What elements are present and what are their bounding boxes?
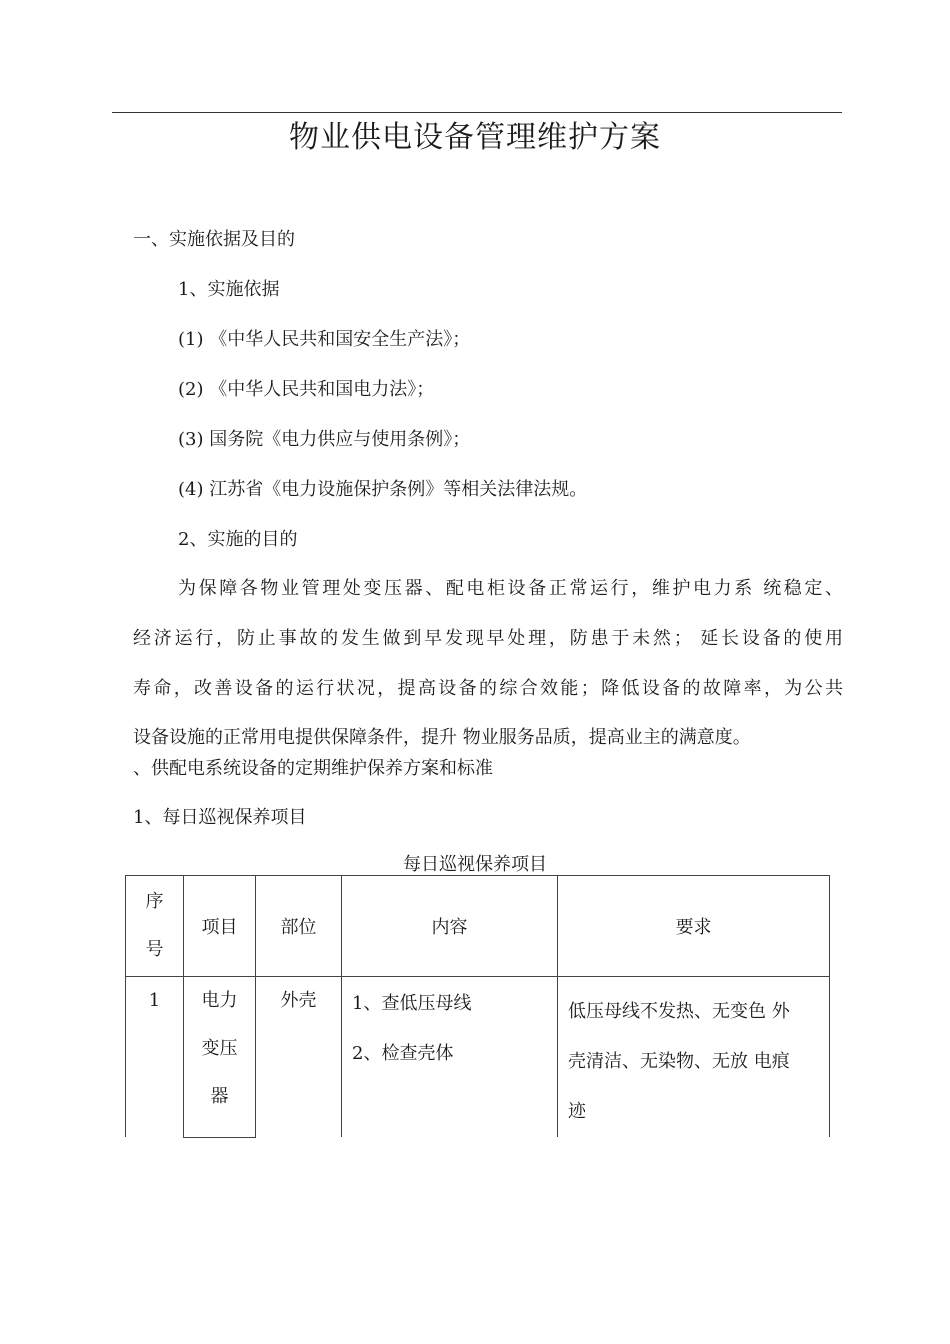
seq-value: 1	[148, 990, 161, 1011]
location-value: 外壳	[280, 990, 317, 1011]
cell-requirement	[558, 977, 830, 1138]
section-heading-basis: 一、实施依据及目的	[133, 229, 295, 250]
subheading-basis: 1、实施依据	[178, 279, 280, 300]
table-caption: 每日巡视保养项目	[403, 854, 547, 875]
content-line: 1、查低压母线	[352, 993, 472, 1014]
subheading-purpose: 2、实施的目的	[178, 529, 298, 550]
basis-item: (1) 《中华人民共和国安全生产法》；	[178, 329, 471, 350]
header-seq-line: 序	[145, 891, 164, 912]
purpose-line: 寿命，改善设备的运行状况，提高设备的综合效能；降低设备的故障率，为公共	[133, 678, 843, 699]
purpose-line: 经济运行，防止事故的发生做到早发现早处理，防患于未然； 延长设备的使用	[133, 628, 843, 649]
requirement-line: 壳清洁、无染物、无放 电痕	[568, 1051, 790, 1072]
requirement-line: 低压母线不发热、无变色 外	[568, 1001, 790, 1022]
item-line: 变压	[201, 1038, 238, 1059]
requirement-line: 迹	[568, 1101, 586, 1122]
header-item: 项目	[184, 876, 256, 977]
top-rule	[112, 112, 842, 113]
maintenance-table	[125, 875, 830, 1138]
cell-seq	[126, 977, 184, 1138]
basis-item: (3) 国务院《电力供应与使用条例》；	[178, 429, 471, 450]
header-content: 内容	[342, 876, 558, 977]
item-line: 器	[210, 1086, 229, 1107]
header-requirement: 要求	[558, 876, 830, 977]
cell-location	[256, 977, 342, 1138]
cell-item	[184, 977, 256, 1138]
basis-item: (2) 《中华人民共和国电力法》；	[178, 379, 435, 400]
table-header-row	[126, 876, 830, 977]
table-row	[126, 977, 830, 1138]
cell-content	[342, 977, 558, 1138]
content-line: 2、检查壳体	[352, 1043, 454, 1064]
header-seq	[126, 876, 184, 977]
document-title: 物业供电设备管理维护方案	[289, 120, 661, 155]
section-heading-maintenance: 、供配电系统设备的定期维护保养方案和标准	[133, 758, 493, 779]
basis-item: (4) 江苏省《电力设施保护条例》等相关法律法规。	[178, 479, 588, 500]
item-line: 电力	[201, 990, 238, 1011]
purpose-line: 设备设施的正常用电提供保障条件，提升 物业服务品质，提高业主的满意度。	[133, 727, 751, 748]
purpose-line: 为保障各物业管理处变压器、配电柜设备正常运行，维护电力系 统稳定、	[178, 578, 843, 599]
header-seq-line: 号	[145, 939, 164, 960]
header-location: 部位	[256, 876, 342, 977]
subheading-daily: 1、每日巡视保养项目	[133, 807, 307, 828]
